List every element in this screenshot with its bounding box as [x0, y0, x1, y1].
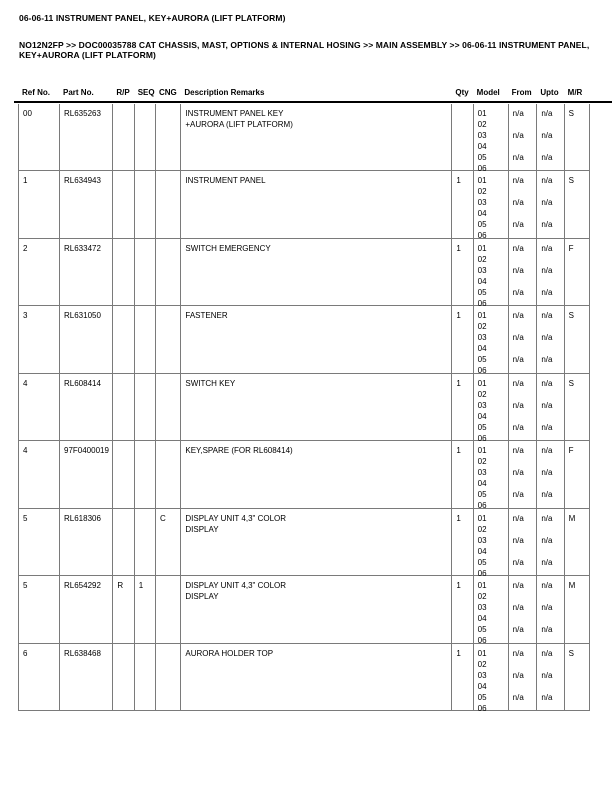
cell-desc: AURORA HOLDER TOP	[181, 644, 452, 711]
cell-mr: S	[568, 176, 574, 185]
cell-ref: 00	[19, 104, 60, 171]
cell-desc: DISPLAY UNIT 4,3" COLOR DISPLAY	[181, 576, 452, 643]
cell-qty: 1	[452, 374, 473, 441]
cell-cng	[156, 441, 181, 508]
cell-desc: DISPLAY UNIT 4,3" COLOR DISPLAY	[181, 509, 452, 576]
cell-from: n/a n/a n/a	[509, 374, 538, 441]
cell-rp	[113, 644, 134, 711]
cell-mr: S	[568, 648, 574, 658]
cell-seq	[135, 374, 156, 441]
cell-desc: FASTENER	[181, 306, 452, 373]
col-header-qty: Qty	[455, 88, 469, 97]
col-header-desc: Description Remarks	[184, 88, 265, 97]
cell-mr: S	[568, 108, 574, 118]
cell-part: RL634943	[60, 171, 113, 238]
cell-from: n/a n/a n/a	[509, 171, 538, 238]
col-header-from: From	[511, 88, 532, 97]
cell-qty: 1	[452, 644, 473, 711]
cell-upto: n/a n/a n/a	[537, 104, 564, 171]
cell-cng	[156, 576, 181, 643]
table-row	[19, 509, 589, 577]
cell-rp	[113, 171, 134, 238]
cell-rp	[113, 374, 134, 441]
col-header-seq: SEQ	[137, 88, 155, 97]
table-row	[19, 239, 589, 307]
cell-from: n/a n/a n/a	[509, 306, 538, 373]
cell-upto: n/a n/a n/a	[537, 374, 564, 441]
cell-ref: 6	[19, 644, 60, 711]
cell-cng: C	[156, 509, 181, 576]
cell-desc: KEY,SPARE (FOR RL608414)	[181, 441, 452, 508]
cell-desc: SWITCH EMERGENCY	[181, 239, 452, 306]
cell-part: RL633472	[60, 239, 113, 306]
cell-upto: n/a n/a n/a	[537, 306, 564, 373]
table-row	[19, 306, 589, 374]
cell-model: 01 02 03 04 05 06	[474, 576, 509, 643]
cell-from: n/a n/a n/a	[509, 509, 538, 576]
cell-model: 01 02 03 04 05 06	[474, 374, 509, 441]
cell-part: RL608414	[60, 374, 113, 441]
cell-cng	[156, 644, 181, 711]
cell-mr: M	[568, 581, 576, 590]
cell-part: RL654292	[60, 576, 113, 643]
table-row	[19, 374, 589, 442]
cell-seq	[135, 306, 156, 373]
cell-part: 97F0400019	[60, 441, 113, 508]
cell-ref: 5	[19, 509, 60, 576]
cell-model: 01 02 03 04 05 06	[474, 239, 509, 306]
cell-part: RL618306	[60, 509, 113, 576]
cell-rp: R	[113, 576, 134, 643]
cell-mr: M	[568, 513, 576, 523]
table-row	[19, 104, 589, 172]
cell-qty	[452, 104, 473, 171]
cell-qty: 1	[452, 509, 473, 576]
cell-model: 01 02 03 04 05 06	[474, 509, 509, 576]
cell-mr: F	[568, 243, 574, 253]
cell-desc: SWITCH KEY	[181, 374, 452, 441]
cell-ref: 1	[19, 171, 60, 238]
cell-from: n/a n/a n/a	[509, 104, 538, 171]
cell-ref: 5	[19, 576, 60, 643]
col-header-model: Model	[476, 88, 500, 97]
cell-upto: n/a n/a n/a	[537, 441, 564, 508]
col-header-rp: R/P	[116, 88, 130, 97]
cell-rp	[113, 306, 134, 373]
cell-qty: 1	[452, 239, 473, 306]
table-column-headers	[18, 88, 588, 97]
page-title: 06-06-11 INSTRUMENT PANEL, KEY+AURORA (LIFT PLATFORM)	[19, 13, 286, 23]
cell-seq	[135, 239, 156, 306]
cell-seq	[135, 171, 156, 238]
cell-qty: 1	[452, 171, 473, 238]
cell-part: RL638468	[60, 644, 113, 711]
cell-qty: 1	[452, 441, 473, 508]
cell-rp	[113, 104, 134, 171]
cell-from: n/a n/a n/a	[509, 644, 538, 711]
cell-seq	[135, 104, 156, 171]
cell-ref: 2	[19, 239, 60, 306]
table-row	[19, 576, 589, 644]
cell-upto: n/a n/a n/a	[537, 171, 564, 238]
cell-qty: 1	[452, 306, 473, 373]
cell-upto: n/a n/a n/a	[537, 239, 564, 306]
cell-cng	[156, 171, 181, 238]
cell-cng	[156, 239, 181, 306]
cell-cng	[156, 374, 181, 441]
table-row	[19, 644, 589, 712]
col-header-mr: M/R	[567, 88, 583, 97]
cell-from: n/a n/a n/a	[509, 239, 538, 306]
cell-seq: 1	[135, 576, 156, 643]
cell-seq	[135, 509, 156, 576]
cell-rp	[113, 239, 134, 306]
table-row	[19, 171, 589, 239]
cell-desc: INSTRUMENT PANEL	[181, 171, 452, 238]
cell-upto: n/a n/a n/a	[537, 644, 564, 711]
cell-part: RL635263	[60, 104, 113, 171]
cell-ref: 3	[19, 306, 60, 373]
cell-model: 01 02 03 04 05 06	[474, 644, 509, 711]
cell-ref: 4	[19, 374, 60, 441]
cell-ref: 4	[19, 441, 60, 508]
cell-cng	[156, 104, 181, 171]
cell-seq	[135, 644, 156, 711]
cell-rp	[113, 509, 134, 576]
cell-from: n/a n/a n/a	[509, 576, 538, 643]
cell-model: 01 02 03 04 05 06	[474, 104, 509, 171]
cell-qty: 1	[452, 576, 473, 643]
cell-seq	[135, 441, 156, 508]
breadcrumb: NO12N2FP >> DOC00035788 CAT CHASSIS, MAST, OPTIONS & INTERNAL HOSING >> MAIN ASSEMBLY >> 06-06-11 INSTRUMENT PANEL, KEY+AURORA (LIFT PLATFORM)	[19, 40, 590, 60]
parts-table	[18, 104, 590, 712]
cell-from: n/a n/a n/a	[509, 441, 538, 508]
cell-part: RL631050	[60, 306, 113, 373]
col-header-ref: Ref No.	[22, 88, 50, 97]
cell-upto: n/a n/a n/a	[537, 576, 564, 643]
cell-model: 01 02 03 04 05 06	[474, 306, 509, 373]
col-header-part: Part No.	[63, 88, 94, 97]
col-header-cng: CNG	[158, 88, 177, 97]
cell-mr: S	[568, 378, 574, 388]
cell-rp	[113, 441, 134, 508]
col-header-upto: Upto	[540, 88, 559, 97]
cell-desc: INSTRUMENT PANEL KEY +AURORA (LIFT PLATFORM)	[181, 104, 452, 171]
cell-upto: n/a n/a n/a	[537, 509, 564, 576]
table-row	[19, 441, 589, 509]
cell-cng	[156, 306, 181, 373]
cell-model: 01 02 03 04 05 06	[474, 171, 509, 238]
cell-mr: F	[568, 446, 574, 455]
cell-mr: S	[568, 311, 574, 320]
cell-model: 01 02 03 04 05 06	[474, 441, 509, 508]
